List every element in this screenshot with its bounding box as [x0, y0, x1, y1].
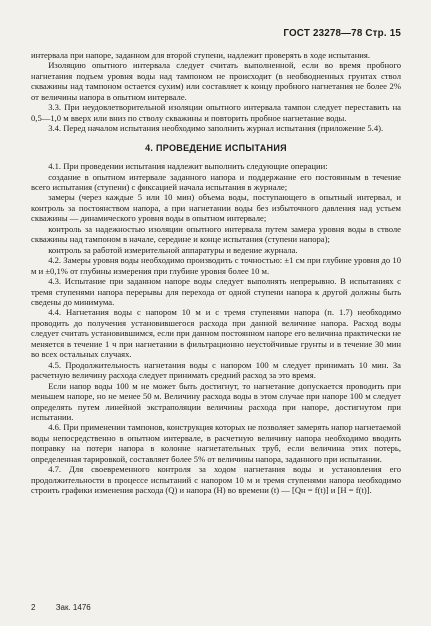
paragraph: замеры (через каждые 5 или 10 мин) объема воды, поступающего в опытный интервал, и контроль за постоянством напора, а при нагнетании воды без избыточного давления над устьем скважины — динамического уровня воды в опытном интервале; [31, 192, 401, 224]
paragraph: 4.2. Замеры уровня воды необходимо производить с точностью: ±1 см при глубине уровня до 10 м и ±0,1% от глубины измерения при глубине уровня более 10 м. [31, 255, 401, 276]
paragraph: 4.5. Продолжительность нагнетания воды с напором 100 м следует принимать 10 мин. За расчетную величину расхода следует принимать средний расход за это время. [31, 359, 401, 381]
document-body [31, 50, 401, 496]
paragraph: создание в опытном интервале заданного напора и поддержание его постоянным в течение всего испытания (ступени) с фиксацией начала испытания в журнале; [31, 171, 401, 192]
page-header: ГОСТ 23278—78 Стр. 15 [283, 28, 401, 39]
footer-order-number: Зак. 1476 [55, 603, 91, 612]
paragraph: 3.3. При неудовлетворительной изоляции опытного интервала тампон следует переставить на 0,5—1,0 м вверх или вниз по стволу скважины и повторить пробное нагнетание воды. [31, 102, 401, 123]
paragraph: 4.3. Испытание при заданном напоре воды следует выполнять непрерывно. В испытаниях с тремя ступенями напора перерывы для перехода от одной ступени напора к другой должны быть сведены до минимума. [31, 276, 401, 307]
section-heading: 4. ПРОВЕДЕНИЕ ИСПЫТАНИЯ [145, 142, 287, 153]
paragraph: контроль за работой измерительной аппаратуры и ведение журнала. [48, 244, 298, 255]
paragraph: Изоляцию опытного интервала следует считать выполненной, если во время пробного нагнетания подъем уровня воды над тампоном не происходит (в необводненных грунтах ствол скважины над тампоном остается сухим) или составляет к концу пробного нагнетания не более 2% от величины напора в опытном интервале. [31, 60, 401, 102]
paragraph: 3.4. Перед началом испытания необходимо заполнить журнал испытания (приложение 5.4). [48, 123, 384, 134]
page-footer [31, 603, 91, 612]
paragraph: интервала при напоре, заданном для второй ступени, надлежит проверять в ходе испытания. [31, 50, 370, 60]
paragraphs-after [31, 161, 401, 496]
paragraphs-before [31, 50, 401, 134]
paragraph: 4.7. Для своевременного контроля за ходом нагнетания воды и установления его продолжительности в процессе испытаний с напором 10 м и тремя ступенями напора необходимо строить графики изменения расхода (Q) и напора (H) во времени (t) — [Qн = f(t)] и [H = f(t)]. [31, 464, 401, 496]
paragraph: Если напор воды 100 м не может быть достигнут, то нагнетание допускается проводить при меньшем напоре, но не менее 50 м. Величину расхода воды в этом случае при напоре 100 м следует определять путем линейной экстраполяции величины расхода при напоре, достигнутом при испытании. [31, 380, 401, 422]
paragraph: 4.6. При применении тампонов, конструкция которых не позволяет замерять напор нагнетаемой воды непосредственно в опытном интервале, в расчетную величину напора необходимо вводить поправку на потери напора в колонне нагнетательных труб, если величина этих потерь, определенная тарировкой, составляет более 5% от величины напора, заданного при испытании. [31, 422, 401, 464]
paragraph: контроль за надежностью изоляции опытного интервала путем замера уровня воды в стволе скважины над тампоном в начале, середине и конце испытания (ступени напора); [31, 223, 401, 245]
paragraph: 4.4. Нагнетания воды с напором 10 м и с тремя ступенями напора (п. 1.7) необходимо проводить до получения установившегося расхода при данной величине напора. Расход воды следует считать установившимся, если при данном постоянном напоре его величина практически не меняется в течение 1 ч при нагнетании в фильтрационно неустойчивые грунты и в течение 30 мин во всех остальных случаях. [31, 307, 401, 360]
footer-page-number: 2 [31, 603, 36, 612]
paragraph: 4.1. При проведении испытания надлежит выполнить следующие операции: [48, 161, 328, 172]
